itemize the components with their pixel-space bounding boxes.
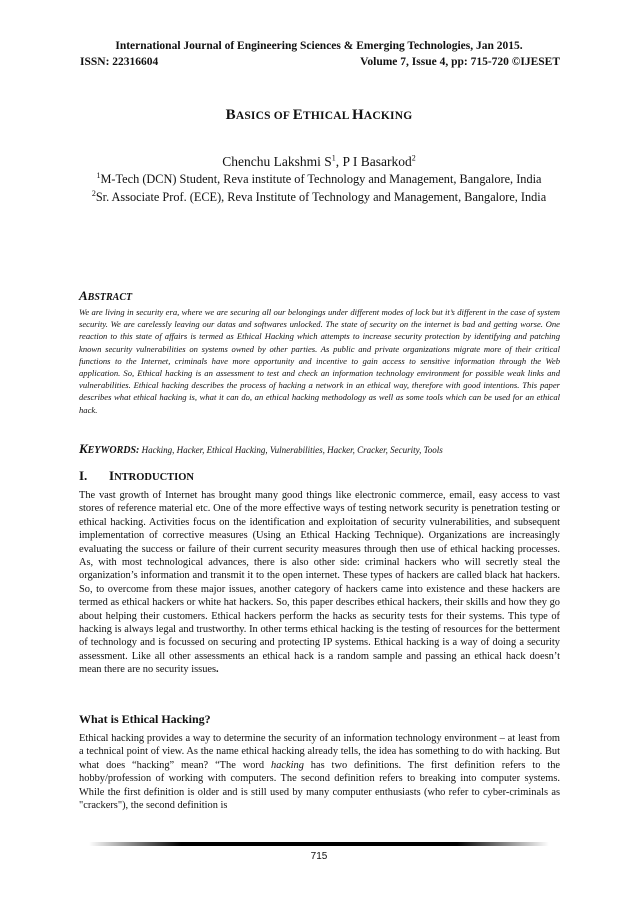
journal-header: International Journal of Engineering Sciences & Emerging Technologies, Jan 2015. [115,40,523,52]
affiliation-2: $^2$Sr. Associate Prof. (ECE), Reva Institute of Technology and Management, Bangalore, India [91,188,547,204]
introduction-paragraph: The vast growth of Internet has brought many good things like electronic commerce, email, easy access to vast stores of reference material etc. One of the more effective ways of testing network security is penetration testing or ethical hacking. Activities focus on the identification and exploitation of security vulnerabilities, and subsequent implementation of corrective measures (Using an Ethical Hacking Technique). Organizations are increasingly evaluating the success or failure of their current security measures through then use of ethical hacking processes. As, with most technological advances, there is also other side: criminal hackers who will secretly steal the organization’s information and transmit it to the open internet. These types of hackers are called black hat hackers. So, to overcome from these major issues, another category of hackers came into existence and these hackers are termed as ethical hackers or white hat hackers. So, this paper describes ethical hackers, their skills and how they go about helping their customers. Ethical hackers perform the hacks as security tests for their systems. This type of hacking is always legal and trustworthy. In other terms ethical hacking is the testing of resources for the betterment of technology and is focussed on securing and protecting IP systems. Ethical hacking is a way of doing a security assessment. Like all other assessments an ethical hack is a random sample and passing an ethical hack doesn’t mean there are no security issues. [79,490,560,676]
subsection-heading: What is Ethical Hacking? [79,712,211,726]
keywords-label: KEYWORDS: [79,441,140,456]
keywords-text: Hacking, Hacker, Ethical Hacking, Vulnerabilities, Hacker, Cracker, Security, Tools [141,445,443,455]
footer-rule [89,842,549,846]
author-1: Chenchu Lakshmi S [222,154,332,169]
abstract-heading: ABSTRACT [79,288,133,303]
keywords [79,441,560,457]
page-number: 715 [310,851,328,862]
abstract-text: We are living in security era, where we are securing all our belongings under different modes of lock but it’s different in the case of system security. We are carelessly leaving our datas and softwares unlocked. The state of security on the internet is bad and getting worse. One reaction to this state of affairs is termed as Ethical Hacking which attempts to increase security protection by identifying and patching known security vulnerabilities on systems owned by other parties. As public and private organizations migrate more of their critical functions to the Internet, criminals have more opportunity and incentive to gain access to sensitive information through the Web application. So, Ethical hacking is an assessment to test and check an information technology environment for possible weak links and vulnerabilities. Ethical hacking describes the process of hacking a network in an ethical way, therefore with good intentions. This paper describes what ethical hacking is, what it can do, an ethical hacking methodology as well as some tools which can be used for an ethical hack. [79,307,560,415]
section-heading-introduction: I. INTRODUCTION [79,468,194,483]
journal-subheader [80,56,560,68]
author-2: P I Basarkod [342,154,412,169]
authors: Chenchu Lakshmi $S^1$, P I Basarkod$^2$ [222,153,416,169]
volume-info: Volume 7, Issue 4, pp: 715-720 ©IJESET [360,56,560,68]
paper-title: BASICS OF ETHICAL HACKING [225,107,413,123]
subsection-paragraph: Ethical hacking provides a way to determine the security of an information technology environment – at least from a technical point of view. As the name ethical hacking already tells, the idea has something to do with hacking. But what does “hacking” mean? “The word hacking has two definitions. The first definition refers to the hobby/profession of working with computers. The second definition refers to breaking into computer systems. While the first definition is older and is still used by many computer enthusiasts (who refer to cyber-criminals as "crackers"), the second definition is [79,733,561,812]
affiliation-1: $^1$M-Tech (DCN) Student, Reva institute of Technology and Management, Bangalore, India [96,170,542,186]
issn: ISSN: 22316604 [80,56,159,68]
